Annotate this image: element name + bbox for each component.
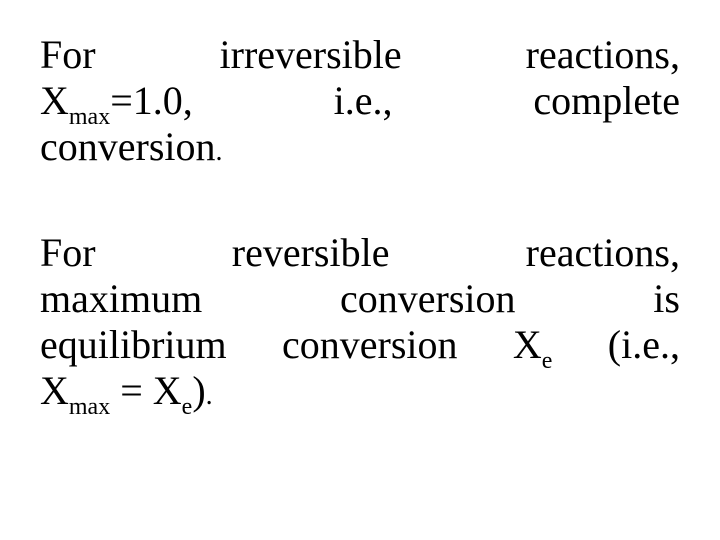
x-symbol: X	[40, 78, 69, 123]
word-text: conversion	[40, 124, 216, 169]
equals-sign: =	[110, 368, 153, 413]
x-symbol: X	[152, 368, 182, 413]
max-subscript: max	[68, 394, 111, 420]
e-subscript: e	[541, 348, 553, 374]
equation	[40, 368, 213, 419]
max-subscript: max	[68, 104, 111, 130]
word: conversion	[282, 322, 458, 367]
word: is	[653, 276, 680, 321]
period: .	[205, 380, 213, 411]
e-subscript: e	[181, 394, 193, 420]
paragraph-irreversible	[40, 32, 680, 170]
word: reactions,	[525, 32, 680, 77]
text-line	[40, 368, 680, 420]
paragraph-reversible	[40, 230, 680, 420]
period: .	[215, 136, 223, 167]
word: conversion	[340, 276, 516, 321]
x-symbol: X	[40, 368, 69, 413]
close-paren: )	[192, 368, 206, 413]
word: (i.e.,	[607, 322, 680, 367]
word: maximum	[40, 276, 203, 321]
word: equilibrium	[40, 322, 227, 367]
word: For	[40, 32, 96, 77]
text-line	[40, 32, 680, 78]
x-symbol: X	[512, 322, 542, 367]
word: For	[40, 230, 96, 275]
word: reactions,	[525, 230, 680, 275]
text-line	[40, 78, 680, 130]
text-line	[40, 124, 680, 170]
paragraph-gap	[40, 170, 680, 230]
text-line	[40, 322, 680, 374]
word: reversible	[231, 230, 390, 275]
word: irreversible	[219, 32, 402, 77]
text-line	[40, 230, 680, 276]
equals-value: =1.0,	[110, 78, 193, 123]
text-line	[40, 276, 680, 322]
word: i.e.,	[333, 78, 393, 123]
word: complete	[533, 78, 680, 123]
slide-content	[40, 32, 680, 420]
xmax-expression	[40, 78, 193, 130]
word	[40, 124, 223, 175]
xe-expression	[512, 322, 553, 374]
